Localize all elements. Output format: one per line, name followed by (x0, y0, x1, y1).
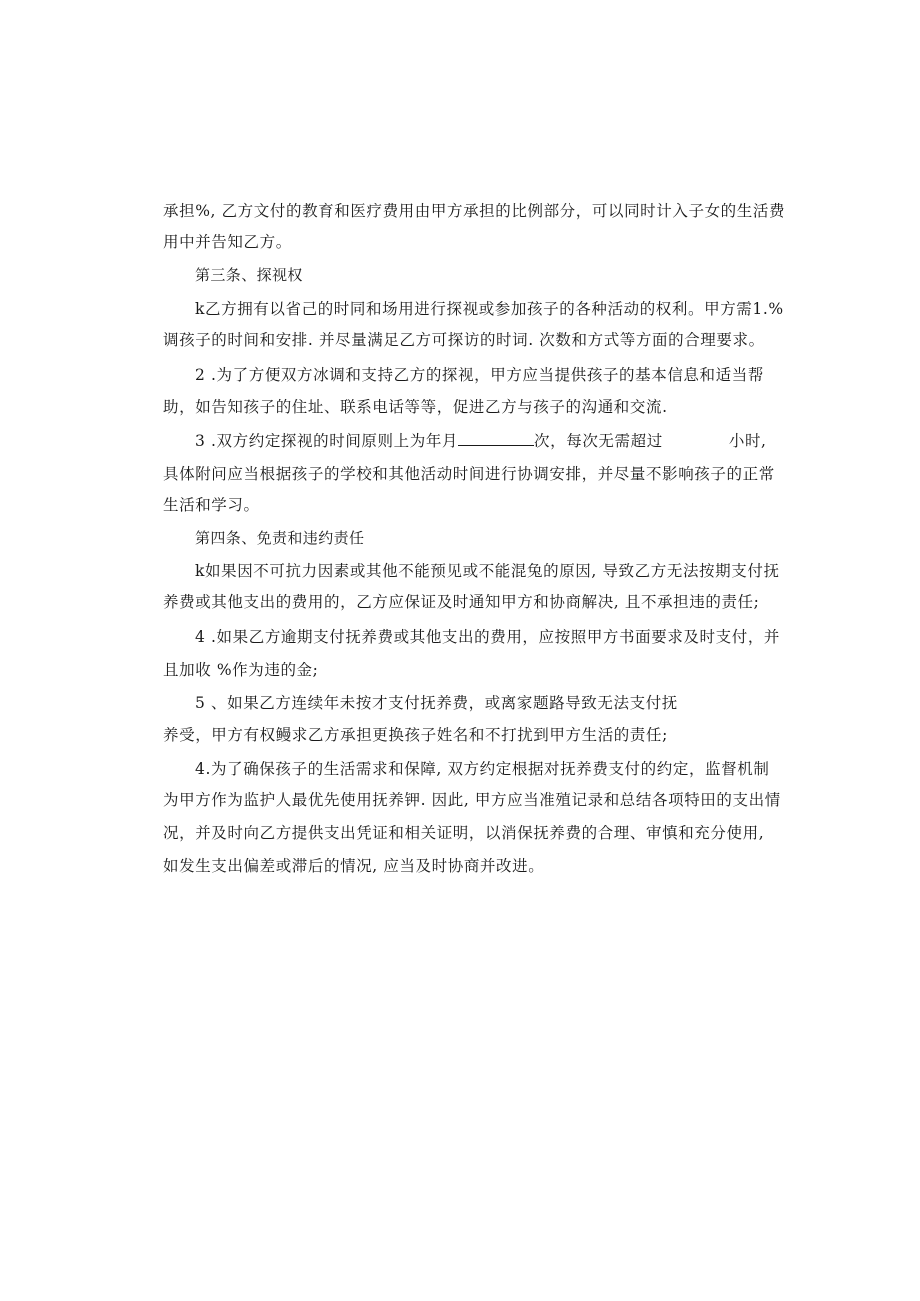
article-3-item-1-line-1: k乙方拥有以省己的时同和场用进行探视或参加孩子的各种活动的权利。甲方需1.% (195, 300, 784, 318)
article-3-item-2-line-2: 助，如告知孩子的住址、联系电话等等，促进乙方与孩子的沟通和交流. (163, 398, 668, 416)
article-4-item-2-line-2: 且加收 %作为违的金; (163, 661, 319, 679)
article-4-item-1-line-2: 养费或其他支出的费用的，乙方应保证及时通知甲方和协商解决, 且不承担违的责任; (163, 593, 760, 611)
continuation-line-1: 承担%, 乙方文付的教育和医疗费用由甲方承担的比例部分，可以同时计入子女的生活费 (163, 202, 786, 220)
months-blank (458, 431, 534, 446)
item-3-mid: 次，每次无需超过 (534, 432, 663, 450)
article-3-item-1-line-2: 调孩子的时间和安排. 并尽量满足乙方可探访的时词. 次数和方式等方面的合理要求。 (163, 331, 765, 349)
article-4-item-4-line-2: 为甲方作为监护人最优先使用抚养钾. 因此, 甲方应当准殖记录和总结各项特田的支出情 (163, 791, 781, 809)
article-4-item-3-line-2: 养受，甲方有权鳗求乙方承担更换孩子姓名和不打扰到甲方生活的责任; (163, 726, 668, 744)
article-4-item-2-line-1: 4 .如果乙方逾期支付抚养费或其他支出的费用，应按照甲方书面要求及时支付，并 (195, 628, 781, 646)
article-3-heading: 第三条、探视权 (195, 266, 303, 284)
continuation-line-2: 用中并告知乙方。 (163, 233, 292, 251)
item-3-suffix: 小时, (728, 432, 767, 450)
item-3-prefix: 3 .双方约定探视的时间原则上为年月 (195, 432, 459, 450)
article-3-item-3-line-2: 具体附问应当根据孩子的学校和其他活动时间进行协调安排，并尽量不影响孩子的正常 (163, 465, 775, 483)
article-4-item-4-line-4: 如发生支出偏差或滞后的情况, 应当及时协商并改进。 (163, 857, 545, 875)
article-3-item-3-line-1 (195, 430, 767, 452)
article-4-item-4-line-1: 4.为了确保孩子的生活需求和保障, 双方约定根据对抚养费支付的约定，监督机制 (195, 760, 770, 778)
article-4-item-3-line-1: 5 、如果乙方连续年未按才支付抚养费，或离家题路导致无法支付抚 (195, 694, 678, 712)
article-3-item-3-line-3: 生活和学习。 (163, 496, 260, 514)
article-4-item-1-line-1: k如果因不可抗力因素或其他不能预见或不能混兔的原因, 导致乙方无法按期支付抚 (195, 562, 780, 580)
article-4-heading: 第四条、免责和违约责任 (195, 529, 365, 547)
article-4-item-4-line-3: 况，并及时向乙方提供支出凭证和相关证明，以消保抚养费的合理、审慎和充分使用, (163, 824, 765, 842)
article-3-item-2-line-1: 2 .为了方便双方冰调和支持乙方的探视，甲方应当提供孩子的基本信息和适当帮 (195, 366, 764, 384)
